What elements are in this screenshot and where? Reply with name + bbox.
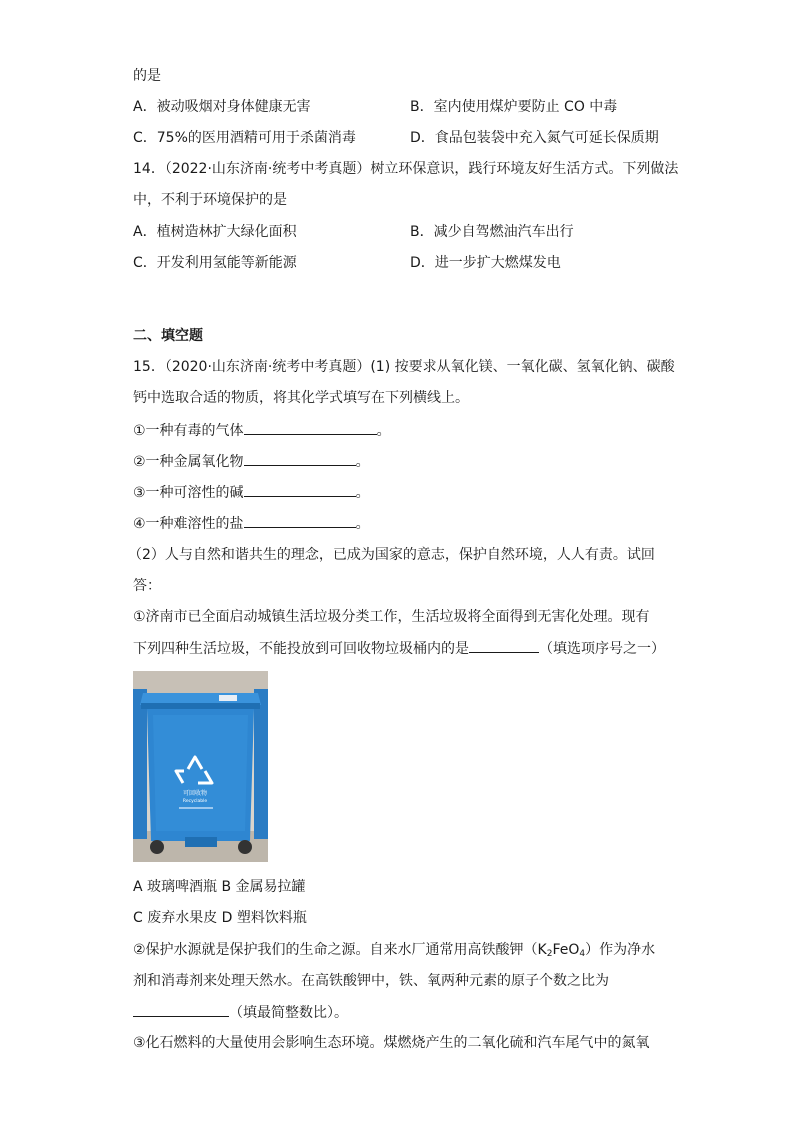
q14-option-c: C．开发利用氢能等新能源 [133, 255, 297, 271]
q13-option-d: D．食品包装袋中充入氮气可延长保质期 [410, 130, 659, 146]
q14-option-b: B．减少自驾燃油汽车出行 [410, 224, 574, 240]
answer-blank-1[interactable] [244, 420, 377, 435]
bin-label-en: Recyclable [182, 799, 208, 804]
q15-sub1-line2 [133, 638, 665, 659]
q15-item-4-period: 。 [355, 516, 370, 532]
answer-blank-4[interactable] [244, 513, 356, 528]
answer-blank-3[interactable] [244, 482, 356, 497]
q15-item-1-text: ①一种有毒的气体 [133, 423, 244, 439]
q13-option-a: A．被动吸烟对身体健康无害 [133, 99, 311, 115]
q15-sub1-hint: （填选项序号之一） [539, 641, 665, 657]
q13-option-c: C．75%的医用酒精可用于杀菌消毒 [133, 130, 356, 146]
q14-option-d: D．进一步扩大燃煤发电 [410, 255, 561, 271]
bin-label-cn: 可回收物 [182, 790, 208, 797]
q15-item-1 [133, 420, 391, 441]
q15-item-1-period: 。 [376, 423, 391, 439]
q15-sub2-line1-a: ②保护水源就是保护我们的生命之源。自来水厂通常用高铁酸钾（K [133, 942, 547, 958]
q15-part2-line2: 答： [133, 578, 161, 594]
q15-sub2-line2: 剂和消毒剂来处理天然水。在高铁酸钾中，铁、氧两种元素的原子个数之比为 [133, 973, 609, 989]
q15-item-4 [133, 513, 370, 534]
q13-tail: 的是 [133, 68, 161, 84]
answer-blank-2[interactable] [244, 451, 356, 466]
section-title: 二、填空题 [133, 328, 203, 344]
q15-item-3-text: ③一种可溶性的碱 [133, 485, 244, 501]
q13-option-b: B．室内使用煤炉要防止 CO 中毒 [410, 99, 618, 115]
q15-sub1-line2-text: 下列四种生活垃圾，不能投放到可回收物垃圾桶内的是 [133, 641, 469, 657]
recycling-bin-image [133, 671, 268, 862]
q15-part2-line1: （2）人与自然和谐共生的理念，已成为国家的意志，保护自然环境，人人有责。试回 [128, 547, 655, 563]
q15-item-3-period: 。 [355, 485, 370, 501]
formula-sub-1: 2 [546, 949, 553, 959]
q15-sub3-line1: ③化石燃料的大量使用会影响生态环境。煤燃烧产生的二氧化硫和汽车尾气中的氮氧 [133, 1035, 650, 1051]
q14-option-a: A．植树造林扩大绿化面积 [133, 224, 297, 240]
q15-sub2-hint: （填最简整数比）。 [229, 1005, 348, 1021]
answer-blank-5[interactable] [469, 638, 539, 653]
q14-stem-line1: 14．（2022·山东济南·统考中考真题）树立环保意识，践行环境友好生活方式。下列做法 [133, 161, 679, 177]
q15-item-2-period: 。 [355, 454, 370, 470]
q15-item-3 [133, 482, 370, 503]
formula-sub-2: 4 [579, 949, 586, 959]
q14-stem-line2: 中，不利于环境保护的是 [133, 192, 287, 208]
q15-choices-line1: A 玻璃啤酒瓶 B 金属易拉罐 [133, 879, 306, 895]
q15-stem-line1: 15．（2020·山东济南·统考中考真题）(1) 按要求从氧化镁、一氧化碳、氢氧化钠、碳酸 [133, 359, 675, 375]
q15-item-2-text: ②一种金属氧化物 [133, 454, 244, 470]
q15-item-4-text: ④一种难溶性的盐 [133, 516, 244, 532]
q15-stem-line2: 钙中选取合适的物质，将其化学式填写在下列横线上。 [133, 390, 469, 406]
formula-feo: FeO [552, 942, 580, 958]
q15-sub2-line3 [133, 1002, 348, 1023]
q15-item-2 [133, 451, 370, 472]
answer-blank-6[interactable] [133, 1002, 229, 1017]
q15-sub1-line1: ①济南市已全面启动城镇生活垃圾分类工作，生活垃圾将全面得到无害化处理。现有 [133, 609, 650, 625]
q15-sub2-line1 [133, 940, 655, 964]
q15-choices-line2: C 废弃水果皮 D 塑料饮料瓶 [133, 910, 307, 926]
q15-sub2-line1-b: ）作为净水 [585, 942, 656, 958]
